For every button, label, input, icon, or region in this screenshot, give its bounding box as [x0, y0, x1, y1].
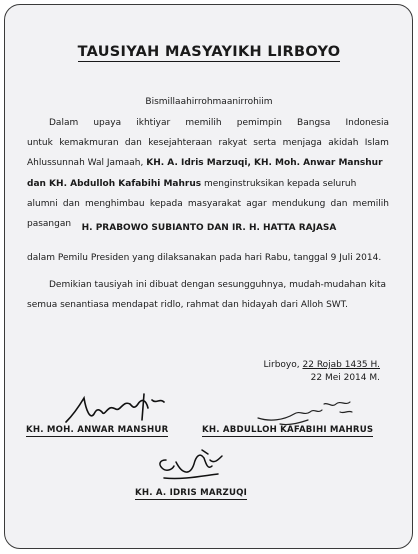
word: ikhtiyar — [136, 118, 171, 128]
intro-line-2 — [27, 133, 389, 153]
word: alumni — [27, 198, 58, 209]
intro-line-4 — [27, 174, 389, 194]
word: memilih — [352, 198, 389, 209]
word: menjaga — [282, 138, 322, 149]
candidate-pair: H. PRABOWO SUBIANTO DAN IR. H. HATTA RAJASA — [81, 223, 337, 233]
election-line: dalam Pemilu Presiden yang dilaksanakan pada hari Rabu, tanggal 9 Juli 2014. — [27, 253, 382, 263]
word: Dalam — [49, 118, 79, 128]
place-date — [263, 360, 380, 370]
word: menghimbau — [85, 198, 145, 209]
word: kepada — [149, 198, 183, 209]
intro-text: menginstruksikan kepada seluruh — [203, 178, 357, 189]
word: rakyat — [218, 138, 247, 149]
word: Bangsa — [297, 118, 331, 128]
city: Lirboyo, — [263, 360, 300, 370]
intro-line-5 — [27, 194, 389, 214]
word: Indonesia — [345, 118, 389, 128]
word: upaya — [93, 118, 122, 128]
word: Islam — [364, 138, 389, 149]
word: kesejahteraan — [148, 138, 213, 149]
kyai-names: dan KH. Abdulloh Kafabihi Mahrus — [27, 178, 202, 189]
word: akidah — [328, 138, 359, 149]
word: dan — [124, 138, 142, 149]
document-title: TAUSIYAH MASYAYIKH LIRBOYO — [77, 44, 341, 60]
closing-paragraph — [27, 275, 389, 315]
closing-line-1: Demikian tausiyah ini dibuat dengan sesungguhnya, mudah-mudahan kita — [49, 280, 387, 290]
bismillah: Bismillaahirrohmaanirrohiim — [145, 97, 273, 107]
gregorian-date: 22 Mei 2014 M. — [310, 373, 380, 383]
intro-line-3 — [27, 153, 389, 173]
signature-anwar-manshur — [60, 390, 170, 426]
word: dan — [62, 198, 80, 209]
word: memilih — [185, 118, 222, 128]
hijri-date: 22 Rojab 1435 H. — [302, 360, 380, 370]
word: serta — [253, 138, 277, 149]
signature-abdulloh-kafabihi — [250, 396, 360, 428]
signatory-center: KH. A. IDRIS MARZUQI — [135, 488, 248, 498]
intro-line-6: pasangan — [27, 219, 72, 230]
word: masyarakat — [187, 198, 242, 209]
kyai-names: KH. A. Idris Marzuqi, KH. Moh. Anwar Manshur — [146, 158, 383, 169]
signatory-right: KH. ABDULLOH KAFABIHI MAHRUS — [202, 425, 374, 435]
word: mendukung — [271, 198, 326, 209]
word: dan — [330, 198, 348, 209]
word: pemimpin — [236, 118, 282, 128]
word: agar — [246, 198, 267, 209]
intro-line-1 — [27, 113, 389, 133]
closing-line-2: semua senantiasa mendapat ridlo, rahmat dan hidayah dari Alloh SWT. — [27, 300, 348, 311]
signatory-left: KH. MOH. ANWAR MANSHUR — [26, 425, 169, 435]
word: kemakmuran — [59, 138, 119, 149]
intro-text: Ahlussunnah Wal Jamaah, — [27, 158, 144, 169]
election-paragraph — [27, 248, 389, 268]
signature-idris-marzuqi — [152, 446, 232, 486]
intro-paragraph — [27, 113, 389, 234]
word: untuk — [27, 138, 53, 149]
